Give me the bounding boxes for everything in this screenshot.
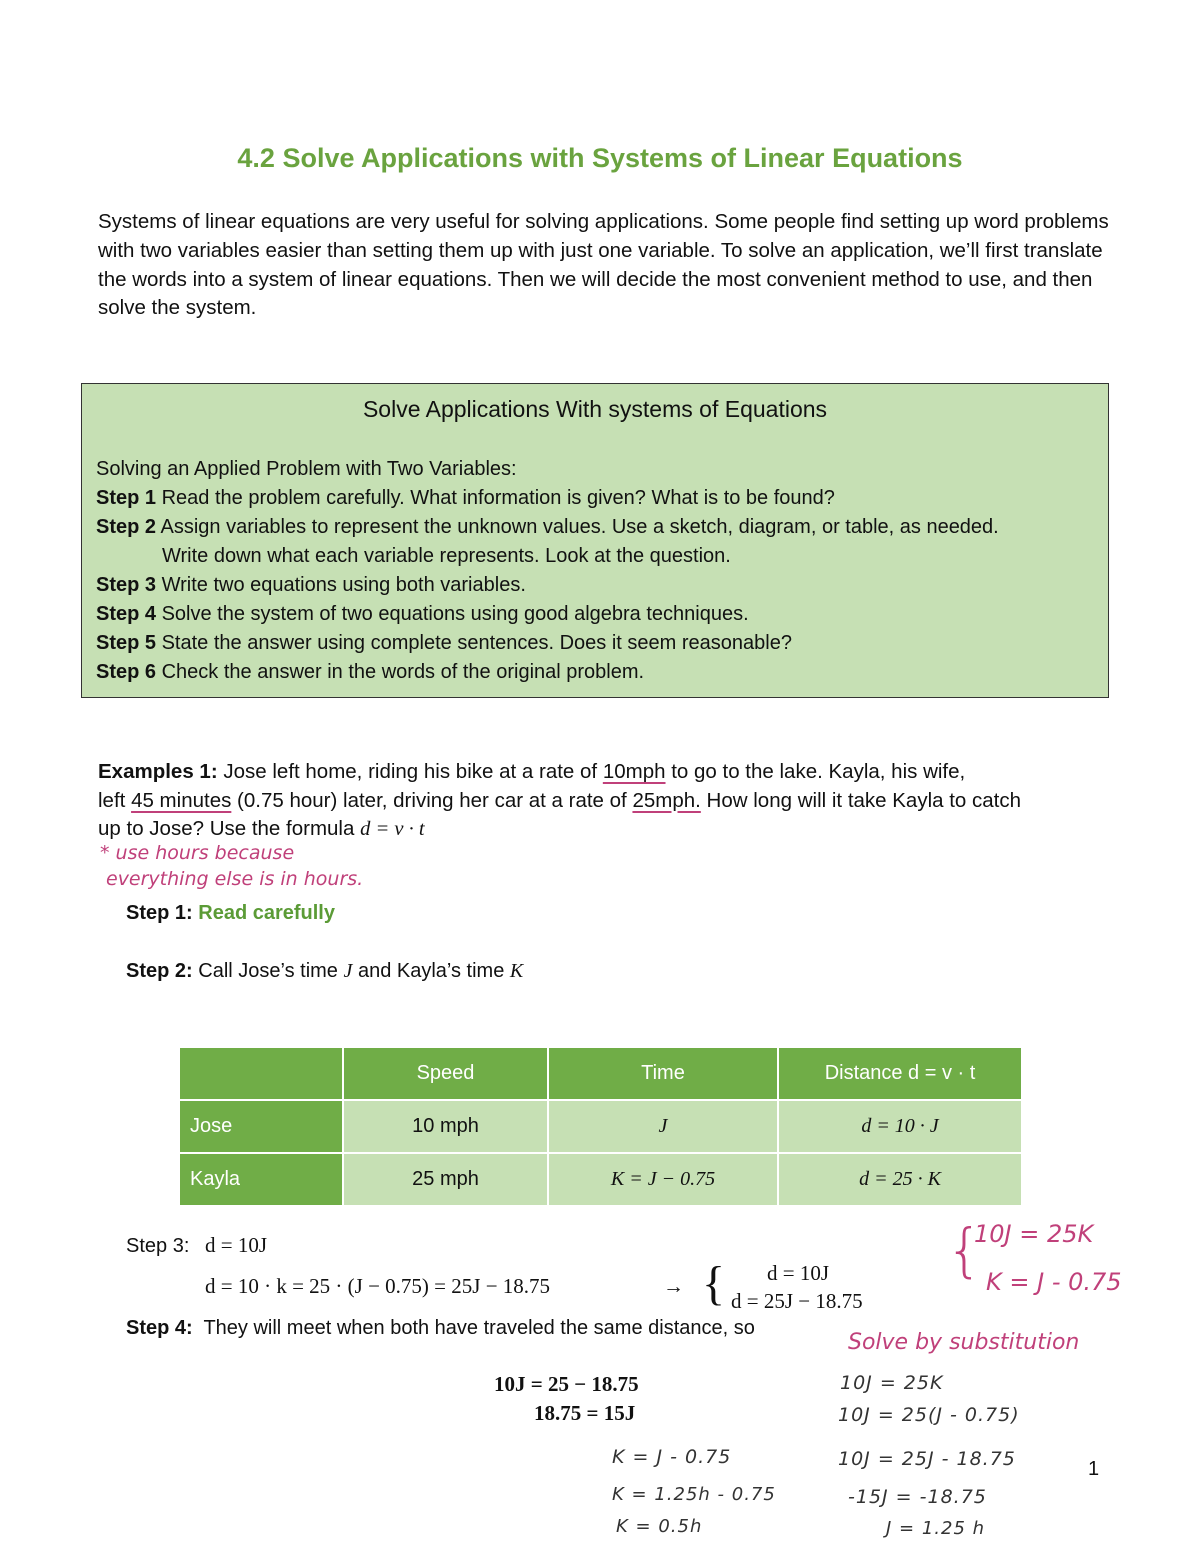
table-row (179, 1153, 1022, 1206)
steps-heading: Solving an Applied Problem with Two Variables: (96, 458, 517, 480)
intro-text: Systems of linear equations are very useful for solving applications. Some people find setting up word problems with two variables easier than setting them up with just one variable. To solve an application, we’ll first translate the words into a system of linear equations. Then we will decide the most convenient method to use, and then solve the system. (98, 210, 1109, 320)
steps-box-title: Solve Applications With systems of Equations (362, 396, 828, 422)
note-k-2: K = 1.25h - 0.75 (612, 1484, 776, 1505)
step-1: Step 1 Read the problem carefully. What information is given? What is to be found? (96, 487, 835, 509)
table-row-label: Jose (179, 1100, 343, 1153)
step3-label: Step 3: (126, 1235, 190, 1257)
rate-table (178, 1046, 1023, 1207)
table-header-speed: Speed (343, 1047, 548, 1100)
note-sub-3: 10J = 25J - 18.75 (838, 1448, 1016, 1470)
steps-list (96, 455, 999, 687)
steps-box (81, 383, 1109, 698)
table-cell: d = 10 · J (778, 1100, 1022, 1153)
note-system-1: 10J = 25K (974, 1220, 1094, 1248)
note-sub-2: 10J = 25(J - 0.75) (838, 1404, 1020, 1426)
step-3: Step 3 Write two equations using both variables. (96, 574, 526, 596)
page-title: 4.2 Solve Applications with Systems of Linear Equations (237, 143, 963, 173)
eq-b: 18.75 = 15J (534, 1401, 636, 1425)
formula: d = v · t (360, 818, 425, 840)
note-k-3: K = 0.5h (616, 1516, 703, 1537)
step3-eq1: d = 10J (205, 1233, 268, 1257)
page-number: 1 (1088, 1458, 1100, 1480)
note-hours-2: everything else is in hours. (106, 868, 364, 890)
table-header-row (179, 1047, 1022, 1100)
note-k-1: K = J - 0.75 (612, 1446, 732, 1468)
table-row (179, 1100, 1022, 1153)
note-hours-1: * use hours because (100, 842, 295, 864)
table-header-empty (179, 1047, 343, 1100)
table-header-distance: Distance d = v · t (778, 1047, 1022, 1100)
step-5: Step 5 State the answer using complete sentences. Does it seem reasonable? (96, 632, 792, 654)
table-header-time: Time (548, 1047, 778, 1100)
step2-line: Step 2: Call Jose’s time J and Kayla’s time K (126, 960, 524, 982)
intro-paragraph (98, 208, 1118, 323)
step1-line: Step 1: Read carefully (126, 902, 335, 924)
arrow: → (663, 1274, 684, 1298)
note-system-2: K = J - 0.75 (986, 1268, 1122, 1296)
hand-brace: { (946, 1216, 983, 1284)
note-sub-1: 10J = 25K (840, 1372, 944, 1394)
step4-line: Step 4: They will meet when both have traveled the same distance, so (126, 1317, 755, 1339)
note-substitution-title: Solve by substitution (848, 1330, 1080, 1355)
note-sub-5: J = 1.25 h (886, 1518, 986, 1539)
step-6: Step 6 Check the answer in the words of the original problem. (96, 661, 645, 683)
table-cell: 25 mph (343, 1153, 548, 1206)
table-row-label: Kayla (179, 1153, 343, 1206)
step-4: Step 4 Solve the system of two equations using good algebra techniques. (96, 603, 749, 625)
table-cell: J (548, 1100, 778, 1153)
system-eq1: d = 10J (767, 1261, 830, 1285)
system-eq2: d = 25J − 18.75 (731, 1289, 863, 1313)
table-cell: 10 mph (343, 1100, 548, 1153)
note-sub-4: -15J = -18.75 (848, 1486, 987, 1508)
table-cell: K = J − 0.75 (548, 1153, 778, 1206)
step-2-continued: Write down what each variable represents. Look at the question. (162, 545, 731, 567)
example-1: Examples 1: Jose left home, riding his bike at a rate of 10mph to go to the lake. Kayla, his wife, left 45 minutes (0.75 hour) later, driving her car at a rate of 25mph. How long will it take Kayla to catch up to Jose? Use the formula d = v · t (98, 760, 1022, 840)
step-2: Step 2 Assign variables to represent the unknown values. Use a sketch, diagram, or table, as needed. (96, 516, 999, 538)
table-cell: d = 25 · K (778, 1153, 1022, 1206)
eq-a: 10J = 25 − 18.75 (494, 1372, 639, 1396)
brace: { (702, 1257, 726, 1310)
step3-eq2: d = 10 · k = 25 · (J − 0.75) = 25J − 18.75 (205, 1274, 551, 1298)
